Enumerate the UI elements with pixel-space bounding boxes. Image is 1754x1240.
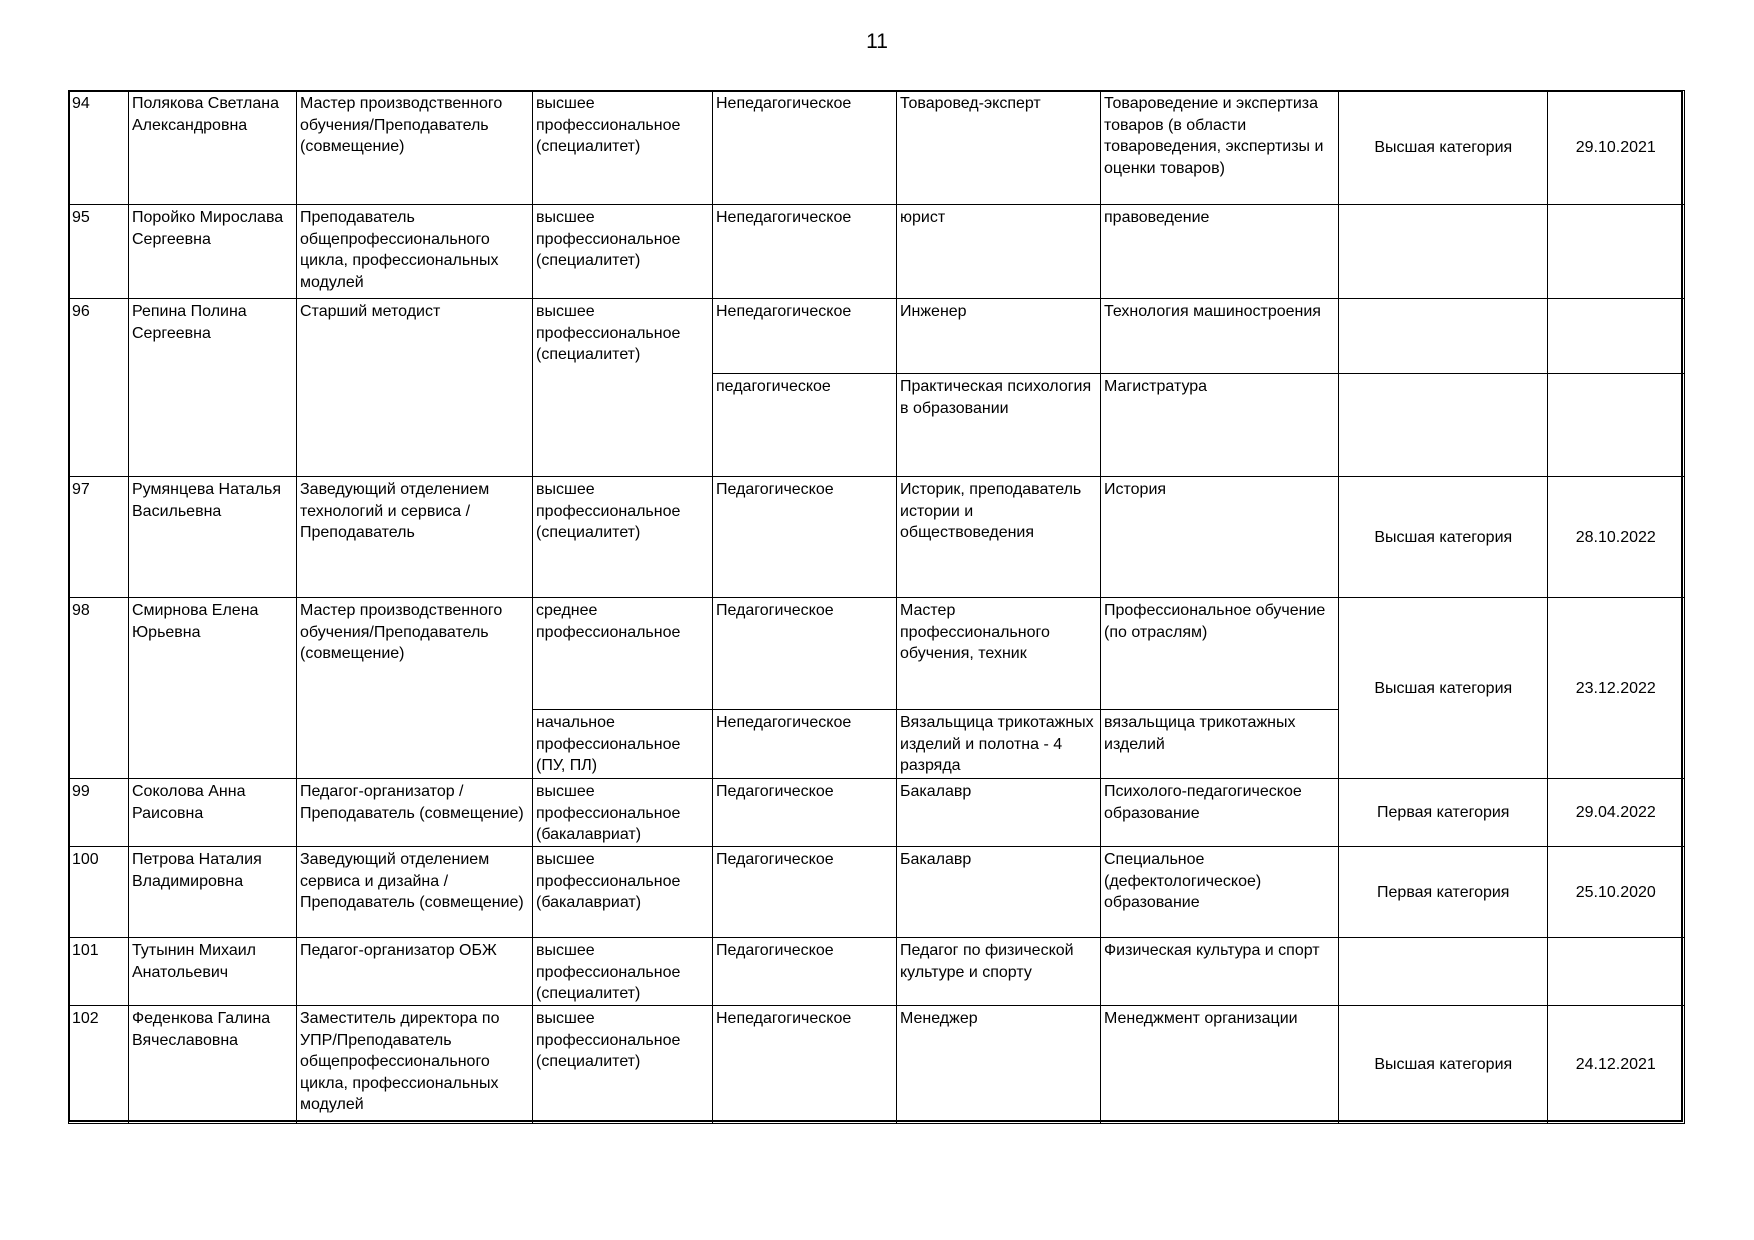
education-type: Педагогическое	[712, 937, 898, 1007]
employee-name: Репина Полина Сергеевна	[128, 298, 298, 478]
education-level: высшее профессиональное (бакалавриат)	[532, 778, 714, 848]
category-date	[1547, 476, 1685, 599]
employee-position: Мастер производственного обучения/Преподаватель (совмещение)	[296, 597, 534, 780]
qualification-category-text: Высшая категория	[1374, 1055, 1513, 1073]
specialty: Магистратура	[1100, 373, 1340, 478]
specialty: правоведение	[1100, 204, 1340, 300]
qualification-category-text: Высшая категория	[1374, 679, 1513, 697]
qualification: Вязальщица трикотажных изделий и полотна - 4 разряда	[896, 709, 1102, 780]
employee-name: Смирнова Елена Юрьевна	[128, 597, 298, 780]
employee-name: Феденкова Галина Вячеславовна	[128, 1005, 298, 1124]
category-date-text: 24.12.2021	[1575, 1055, 1656, 1073]
qualification-category	[1338, 204, 1549, 300]
qualification: Инженер	[896, 298, 1102, 375]
specialty: Специальное (дефектологическое) образование	[1100, 846, 1340, 939]
qualification: Мастер профессионального обучения, техник	[896, 597, 1102, 711]
category-date	[1547, 90, 1685, 206]
row-number: 102	[68, 1005, 130, 1124]
category-date-text: 25.10.2020	[1575, 883, 1656, 901]
category-date	[1547, 204, 1685, 300]
category-date	[1547, 1005, 1685, 1124]
employee-position: Педагог-организатор / Преподаватель (совмещение)	[296, 778, 534, 848]
employee-position: Заместитель директора по УПР/Преподаватель общепрофессионального цикла, профессиональных модулей	[296, 1005, 534, 1124]
employee-name: Соколова Анна Раисовна	[128, 778, 298, 848]
row-number: 96	[68, 298, 130, 478]
employee-position: Старший методист	[296, 298, 534, 478]
category-date-text: 29.10.2021	[1575, 139, 1656, 156]
qualification: Бакалавр	[896, 846, 1102, 939]
row-number: 97	[68, 476, 130, 599]
qualification-category	[1338, 476, 1549, 599]
qualification: Историк, преподаватель истории и обществоведения	[896, 476, 1102, 599]
specialty: Товароведение и экспертиза товаров (в области товароведения, экспертизы и оценки товаров)	[1100, 90, 1340, 206]
education-type: Непедагогическое	[712, 709, 898, 780]
education-type: педагогическое	[712, 373, 898, 478]
qualification: Бакалавр	[896, 778, 1102, 848]
education-level: высшее профессиональное (специалитет)	[532, 937, 714, 1007]
education-level: высшее профессиональное (специалитет)	[532, 476, 714, 599]
category-date	[1547, 937, 1685, 1007]
row-number: 99	[68, 778, 130, 848]
education-type: Педагогическое	[712, 778, 898, 848]
employee-name: Петрова Наталия Владимировна	[128, 846, 298, 939]
specialty: Менеджмент организации	[1100, 1005, 1340, 1124]
category-date	[1547, 846, 1685, 939]
specialty: Физическая культура и спорт	[1100, 937, 1340, 1007]
page-number: 11	[866, 30, 888, 53]
education-type: Непедагогическое	[712, 298, 898, 375]
education-level: высшее профессиональное (специалитет)	[532, 204, 714, 300]
employee-name: Поройко Мирослава Сергеевна	[128, 204, 298, 300]
category-date-text: 28.10.2022	[1575, 528, 1656, 546]
employee-name: Тутынин Михаил Анатольевич	[128, 937, 298, 1007]
row-number: 101	[68, 937, 130, 1007]
employee-position: Заведующий отделением сервиса и дизайна / Преподаватель (совмещение)	[296, 846, 534, 939]
qualification-category	[1338, 778, 1549, 848]
category-date	[1547, 373, 1685, 478]
employee-name: Румянцева Наталья Васильевна	[128, 476, 298, 599]
qualification: Менеджер	[896, 1005, 1102, 1124]
row-number: 100	[68, 846, 130, 939]
education-type: Педагогическое	[712, 476, 898, 599]
qualification-category	[1338, 1005, 1549, 1124]
row-number: 95	[68, 204, 130, 300]
employee-position: Заведующий отделением технологий и сервиса / Преподаватель	[296, 476, 534, 599]
specialty: вязальщица трикотажных изделий	[1100, 709, 1340, 780]
education-type: Непедагогическое	[712, 90, 898, 206]
qualification-category	[1338, 298, 1549, 375]
qualification-category-text: Первая категория	[1377, 804, 1510, 821]
qualification-category-text: Первая категория	[1377, 883, 1510, 901]
qualification-category	[1338, 937, 1549, 1007]
qualification: Практическая психология в образовании	[896, 373, 1102, 478]
qualification: Педагог по физической культуре и спорту	[896, 937, 1102, 1007]
education-type: Педагогическое	[712, 846, 898, 939]
category-date	[1547, 298, 1685, 375]
qualification-category-text: Высшая категория	[1374, 139, 1513, 156]
employee-name: Полякова Светлана Александровна	[128, 90, 298, 206]
qualification-category	[1338, 597, 1549, 780]
row-number: 98	[68, 597, 130, 780]
education-level: высшее профессиональное (бакалавриат)	[532, 846, 714, 939]
specialty: История	[1100, 476, 1340, 599]
qualification-category	[1338, 373, 1549, 478]
qualification-category	[1338, 846, 1549, 939]
education-level: начальное профессиональное (ПУ, ПЛ)	[532, 709, 714, 780]
specialty: Технология машиностроения	[1100, 298, 1340, 375]
employee-position: Преподаватель общепрофессионального цикла, профессиональных модулей	[296, 204, 534, 300]
education-level: высшее профессиональное (специалитет)	[532, 1005, 714, 1124]
category-date	[1547, 597, 1685, 780]
education-type: Непедагогическое	[712, 204, 898, 300]
education-level: среднее профессиональное	[532, 597, 714, 711]
qualification: юрист	[896, 204, 1102, 300]
category-date-text: 29.04.2022	[1575, 804, 1656, 821]
category-date-text: 23.12.2022	[1575, 679, 1656, 697]
specialty: Профессиональное обучение (по отраслям)	[1100, 597, 1340, 711]
qualification-category-text: Высшая категория	[1374, 528, 1513, 546]
education-type: Непедагогическое	[712, 1005, 898, 1124]
education-level: высшее профессиональное (специалитет)	[532, 298, 714, 478]
category-date	[1547, 778, 1685, 848]
employee-position: Мастер производственного обучения/Преподаватель (совмещение)	[296, 90, 534, 206]
qualification-category	[1338, 90, 1549, 206]
employee-position: Педагог-организатор ОБЖ	[296, 937, 534, 1007]
education-type: Педагогическое	[712, 597, 898, 711]
education-level: высшее профессиональное (специалитет)	[532, 90, 714, 206]
qualification: Товаровед-эксперт	[896, 90, 1102, 206]
specialty: Психолого-педагогическое образование	[1100, 778, 1340, 848]
row-number: 94	[68, 90, 130, 206]
